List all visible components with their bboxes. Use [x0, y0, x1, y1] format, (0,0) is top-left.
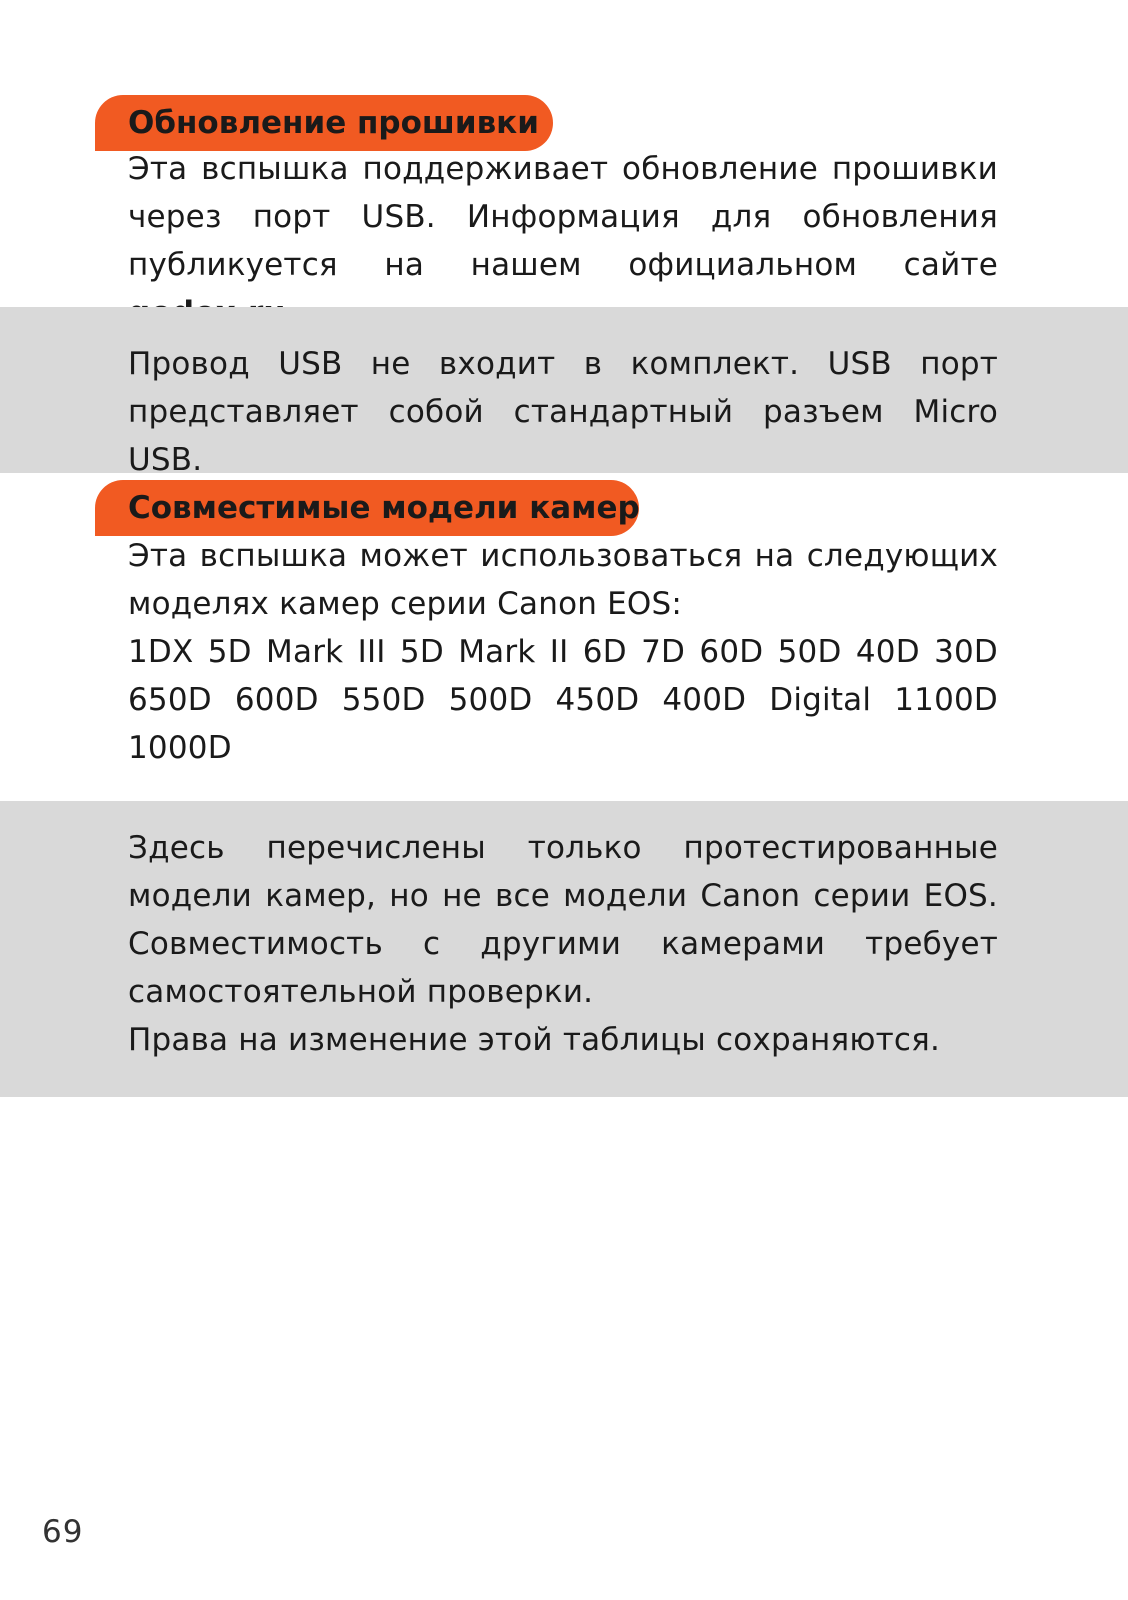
usb-note-text	[128, 340, 998, 484]
firmware-update-heading: Обновление прошивки	[95, 95, 553, 151]
usb-note-line-2: представляет собой стандартный разъем Micro USB.	[128, 394, 998, 478]
camera-models-line-3: 1000D	[128, 730, 232, 766]
firmware-text-line-1: Эта вспышка поддерживает обновление прошивки	[128, 151, 998, 187]
camera-models-line-2: 650D 600D 550D 500D 450D 400D Digital 1100D	[128, 682, 998, 718]
camera-models-line-1: 1DX 5D Mark III 5D Mark II 6D 7D 60D 50D 40D 30D	[128, 634, 998, 670]
tested-note-line-4: самостоятельной проверки.	[128, 974, 594, 1010]
page-number: 69	[42, 1514, 84, 1550]
usb-note-line-1: Провод USB не входит в комплект. USB порт	[128, 346, 998, 382]
compatible-cameras-text	[128, 532, 998, 772]
tested-note-line-3: Совместимость с другими камерами требует	[128, 926, 998, 962]
tested-note-line-2: модели камер, но не все модели Canon серии EOS.	[128, 878, 998, 914]
compat-text-line-1: Эта вспышка может использоваться на следующих	[128, 538, 998, 574]
compat-text-line-2: моделях камер серии Canon EOS:	[128, 586, 683, 622]
tested-models-note-text	[128, 824, 998, 1064]
tested-note-line-1: Здесь перечислены только протестированные	[128, 830, 998, 866]
tested-note-line-5: Права на изменение этой таблицы сохраняются.	[128, 1022, 941, 1058]
compatible-cameras-heading: Совместимые модели камер	[95, 480, 639, 536]
firmware-text-line-3-prefix: публикуется на нашем официальном сайте	[128, 247, 998, 283]
firmware-text-line-2: через порт USB. Информация для обновления	[128, 199, 998, 235]
